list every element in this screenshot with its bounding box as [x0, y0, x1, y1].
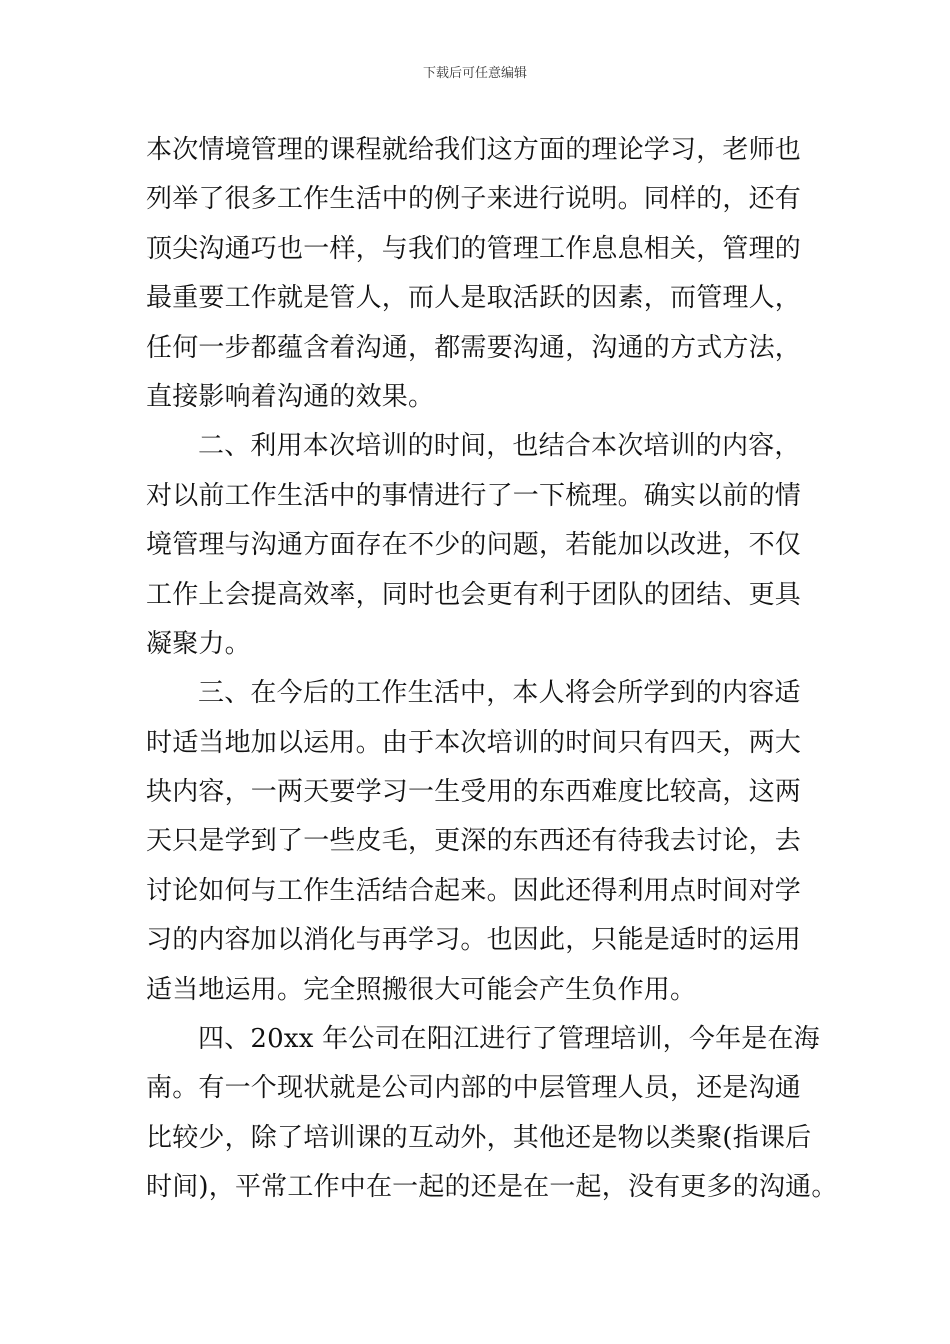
text-line: 顶尖沟通巧也一样，与我们的管理工作息息相关，管理的 — [146, 233, 802, 264]
text-line: 最重要工作就是管人，而人是取活跃的因素，而管理人， — [146, 283, 802, 314]
text-line: 任何一步都蕴含着沟通，都需要沟通，沟通的方式方法， — [146, 332, 802, 363]
paragraph-3-first-line: 三、在今后的工作生活中，本人将会所学到的内容适 — [198, 678, 801, 709]
text-line: 比较少，除了培训课的互动外，其他还是物以类聚(指课后 — [146, 1122, 812, 1153]
text-line: 适当地运用。完全照搬很大可能会产生负作用。 — [146, 974, 697, 1005]
document-body — [146, 126, 838, 1213]
text-line: 块内容，一两天要学习一生受用的东西难度比较高，这两 — [146, 777, 802, 808]
text-line: 工作上会提高效率，同时也会更有利于团队的团结、更具 — [146, 579, 802, 610]
text-line: 时适当地加以运用。由于本次培训的时间只有四天，两大 — [146, 727, 802, 758]
text-line: 直接影响着沟通的效果。 — [146, 381, 435, 412]
paragraph-2-first-line: 二、利用本次培训的时间，也结合本次培训的内容， — [198, 431, 801, 462]
text-line: 讨论如何与工作生活结合起来。因此还得利用点时间对学 — [146, 875, 802, 906]
text-line: 习的内容加以消化与再学习。也因此，只能是适时的运用 — [146, 925, 802, 956]
text-line: 本次情境管理的课程就给我们这方面的理论学习，老师也 — [146, 135, 802, 165]
text-line: 天只是学到了一些皮毛，更深的东西还有待我去讨论，去 — [146, 826, 802, 857]
page-header: 下载后可任意编辑 — [422, 66, 527, 81]
text-line: 凝聚力。 — [146, 628, 251, 659]
text-line: 南。有一个现状就是公司内部的中层管理人员，还是沟通 — [146, 1073, 802, 1104]
text-line: 列举了很多工作生活中的例子来进行说明。同样的，还有 — [146, 184, 802, 215]
text-line: 时间)，平常工作中在一起的还是在一起，没有更多的沟通。 — [146, 1172, 838, 1203]
text-line: 境管理与沟通方面存在不少的问题，若能加以改进，不仅 — [146, 530, 802, 561]
text-line: 对以前工作生活中的事情进行了一下梳理。确实以前的情 — [146, 480, 802, 511]
paragraph-4-first-line: 四、20xx 年公司在阳江进行了管理培训，今年是在海 — [198, 1024, 820, 1055]
